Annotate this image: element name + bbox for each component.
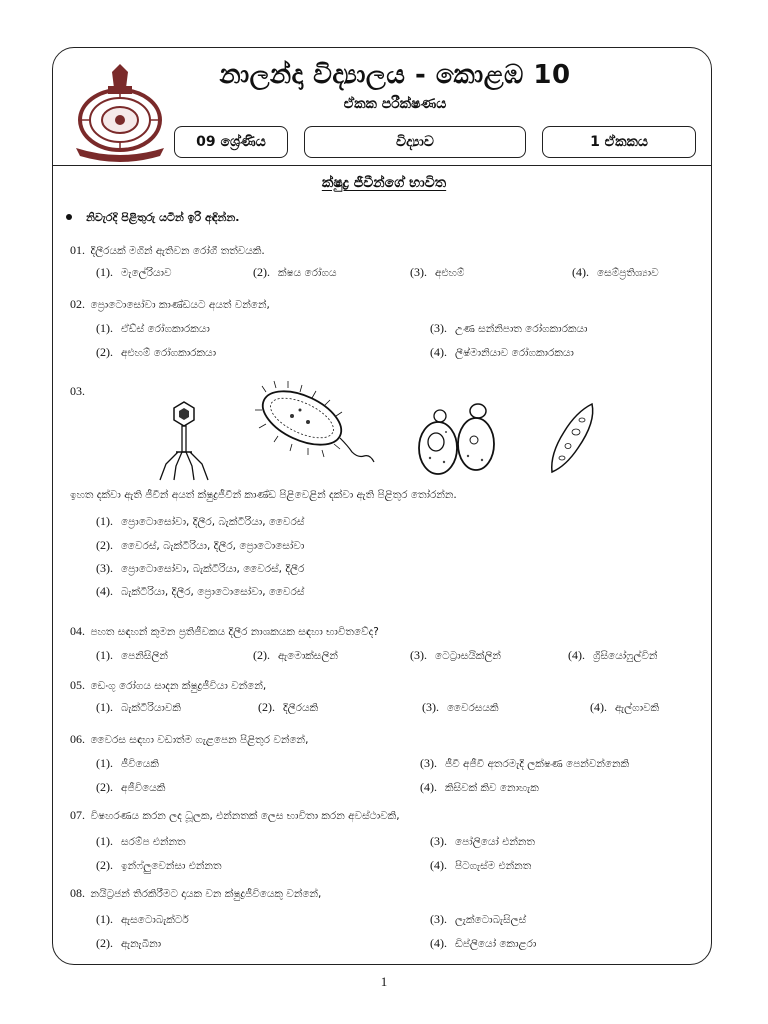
option[interactable] — [410, 648, 501, 663]
option-label: (2). — [96, 936, 113, 950]
option-text: ප්‍රොටොසෝවා, දිලීර, බැක්ටීරියා, වෛරස් — [121, 516, 305, 528]
yeast-illustration — [416, 402, 500, 478]
option[interactable] — [96, 584, 304, 599]
option[interactable] — [96, 834, 186, 849]
question-3-number — [70, 384, 87, 399]
option-label: (2). — [253, 265, 270, 279]
option-label: (2). — [96, 538, 113, 552]
topic-heading — [0, 175, 768, 191]
virus-illustration — [156, 400, 212, 482]
header-divider — [52, 165, 712, 166]
question-text: විෂහරණය කරන ලද ධූලක, එන්නතක් ලෙස භාවිතා කරන අවස්ථාවකි, — [90, 810, 400, 822]
option[interactable] — [96, 265, 172, 280]
option-label: (2). — [96, 345, 113, 359]
option-label: (3). — [410, 648, 427, 662]
subject-label: විද්‍යාව — [396, 134, 434, 150]
option-text: සෙම්ප්‍රතිශ්‍යාව — [597, 267, 659, 279]
option[interactable] — [430, 936, 536, 951]
option[interactable] — [590, 700, 659, 715]
option[interactable] — [96, 912, 189, 927]
page-number: 1 — [380, 974, 388, 989]
option-text: ඉන්ෆ්ලුවෙන්සා එන්නත — [121, 860, 222, 872]
option[interactable] — [420, 780, 539, 795]
option-label: (3). — [430, 321, 447, 335]
option-label: (3). — [430, 834, 447, 848]
option-text: උණ සන්නිපාත රෝගකාරකයා — [455, 323, 588, 335]
question-number: 06. — [70, 732, 85, 746]
option[interactable] — [96, 780, 165, 795]
option-text: පිටගැස්ම එන්නත — [455, 860, 532, 872]
protozoa-illustration — [548, 402, 598, 474]
option[interactable] — [410, 265, 464, 280]
question-number: 05. — [70, 678, 85, 692]
option[interactable] — [96, 514, 304, 529]
option-text: දිලීරයකි — [283, 702, 319, 714]
option-text: මැලේරියාව — [121, 267, 172, 279]
instruction — [66, 211, 239, 225]
option-text: ලීෂ්මානියාව රෝගකාරකයා — [455, 347, 574, 359]
option-label: (2). — [96, 780, 113, 794]
option-label: (4). — [430, 345, 447, 359]
option[interactable] — [420, 756, 629, 771]
option-label: (4). — [590, 700, 607, 714]
option-label: (2). — [96, 858, 113, 872]
instruction-text: නිවැරදි පිළිතුරු යටින් ඉරි අඳින්න. — [86, 211, 240, 224]
option-label: (4). — [96, 584, 113, 598]
question-number: 03. — [70, 384, 85, 398]
option[interactable] — [430, 834, 535, 849]
school-crest-logo — [68, 62, 172, 162]
option-text: පෝලියෝ එන්නත — [455, 836, 535, 848]
option-text: ඩිප්ලියෝ කොළරා — [455, 938, 537, 950]
bacteria-illustration — [252, 380, 378, 470]
option[interactable] — [96, 700, 181, 715]
option-text: ජීවී අජීවී අතරමැදි ලක්ෂණ පෙන්වන්නෙකි — [445, 758, 630, 770]
option-label: (1). — [96, 648, 113, 662]
option-label: (4). — [430, 858, 447, 872]
option-label: (3). — [430, 912, 447, 926]
question-number: 02. — [70, 297, 85, 311]
option-label: (4). — [420, 780, 437, 794]
option[interactable] — [96, 538, 304, 553]
option-label: (4). — [572, 265, 589, 279]
option-text: පෙනිසිලින් — [121, 650, 168, 662]
option[interactable] — [572, 265, 659, 280]
option-text: ජීවියෙකි — [121, 758, 159, 770]
option-label: (4). — [430, 936, 447, 950]
option-text: ඇල්ගාවකි — [615, 702, 660, 714]
question-text: ප්‍රොටොසෝවා කාණ්ඩයට අයත් වන්නේ, — [90, 299, 270, 311]
question-text: වෛරස සඳහා වඩාත්ම ගැළපෙන පිළිතුර වන්නේ, — [90, 734, 309, 746]
option-label: (3). — [96, 561, 113, 575]
question-text: දිලීරයක් මගින් ඇතිවන රෝගී තත්වයකි. — [90, 245, 265, 257]
question-3-text: ඉහත දක්වා ඇති ජීවීන් අයත් ක්ෂුද්‍රජීවීන් කාණ්ඩ පිළිවෙළින් දක්වා ඇති පිළිතුර තෝරන්න. — [70, 489, 457, 501]
option-text: වෛරසයකි — [447, 702, 499, 714]
option-label: (2). — [258, 700, 275, 714]
question-number: 01. — [70, 243, 85, 257]
option-text: ලැක්ටොබැසිලස් — [455, 914, 527, 926]
option[interactable] — [568, 648, 657, 663]
option[interactable] — [96, 936, 161, 951]
option-text: අළුහම් — [435, 267, 465, 279]
option-text: සරම්ප එන්නත — [121, 836, 186, 848]
option[interactable] — [96, 756, 159, 771]
question-7 — [70, 808, 400, 823]
school-name: නාලන්දා විද්‍යාලය - කොළඹ 10 — [219, 60, 571, 90]
bullet-icon — [66, 214, 72, 220]
option-label: (1). — [96, 834, 113, 848]
option-text: වෛරස්, බැක්ටීරියා, දිලීර, ප්‍රොටොසෝවා — [121, 540, 305, 552]
unit-box — [542, 126, 696, 158]
option-text: ප්‍රොටොසෝවා, බැක්ටීරියා, වෛරස්, දිලීර — [121, 563, 305, 575]
option-text: කිසිවක් කිව නොහැක — [445, 782, 539, 794]
question-2 — [70, 297, 270, 312]
question-text: පහත සඳහන් කුමන ප්‍රතිජීවකය දිලීර නාශකයක සඳහා භාවිතවේද? — [90, 626, 379, 638]
option[interactable] — [253, 648, 338, 663]
option-text: ඇමොක්සලින් — [278, 650, 338, 662]
option-label: (4). — [568, 648, 585, 662]
option-label: (1). — [96, 514, 113, 528]
subject-box — [304, 126, 526, 158]
option[interactable] — [96, 561, 304, 576]
option[interactable] — [422, 700, 499, 715]
option-text: බැක්ටීරියා, දිලීර, ප්‍රොටොසෝවා, වෛරස් — [121, 586, 305, 598]
option-label: (1). — [96, 700, 113, 714]
option[interactable] — [96, 648, 168, 663]
option-label: (1). — [96, 756, 113, 770]
option[interactable] — [96, 321, 210, 336]
option-text: ග්‍රිසියෝෆුල්වින් — [593, 650, 658, 662]
question-5 — [70, 678, 266, 693]
option-label: (3). — [420, 756, 437, 770]
option-label: (3). — [410, 265, 427, 279]
option-label: (1). — [96, 912, 113, 926]
unit-label: 1 ඒකකය — [590, 134, 648, 150]
question-number: 04. — [70, 624, 85, 638]
option[interactable] — [96, 345, 216, 360]
option-text: ඒඩ්ස් රෝගකාරකයා — [121, 323, 210, 335]
option[interactable] — [430, 321, 587, 336]
question-number: 07. — [70, 808, 85, 822]
option-text: ඇනැබීනා — [121, 938, 162, 950]
grade-box — [174, 126, 288, 158]
topic-text: ක්ෂුද්‍ර ජීවීන්ගේ භාවිත — [321, 175, 447, 191]
option-text: ක්ෂය රෝගය — [278, 267, 337, 279]
option-label: (2). — [253, 648, 270, 662]
question-text: නයිට්‍රජන් තිරකිරීමට දායක වන ක්ෂුද්‍රජීවියෙකු වන්නේ, — [90, 888, 322, 900]
option-text: ඇසටොබැක්ටර් — [121, 914, 189, 926]
option[interactable] — [430, 912, 526, 927]
question-6 — [70, 732, 308, 747]
question-4 — [70, 624, 379, 639]
test-title: ඒකක පරීක්ෂණය — [343, 96, 447, 112]
option-label: (3). — [422, 700, 439, 714]
option[interactable] — [258, 700, 318, 715]
option-text: ටෙට්‍රාසයික්ලින් — [435, 650, 501, 662]
question-text: ඩෙංගු රෝගය සාදන ක්ෂුද්‍රජීවියා වන්නේ, — [90, 680, 267, 692]
option-text: බැක්ටීරියාවකි — [121, 702, 181, 714]
option[interactable] — [96, 858, 221, 873]
option-label: (1). — [96, 265, 113, 279]
grade-label: 09 ශ්‍රේණිය — [196, 134, 266, 150]
option[interactable] — [253, 265, 337, 280]
option[interactable] — [430, 858, 531, 873]
option[interactable] — [430, 345, 574, 360]
question-number: 08. — [70, 886, 85, 900]
option-text: අළුහම් රෝගකාරකයා — [121, 347, 217, 359]
question-1 — [70, 243, 265, 258]
option-label: (1). — [96, 321, 113, 335]
option-text: අජීවියෙකි — [121, 782, 166, 794]
question-8 — [70, 886, 321, 901]
